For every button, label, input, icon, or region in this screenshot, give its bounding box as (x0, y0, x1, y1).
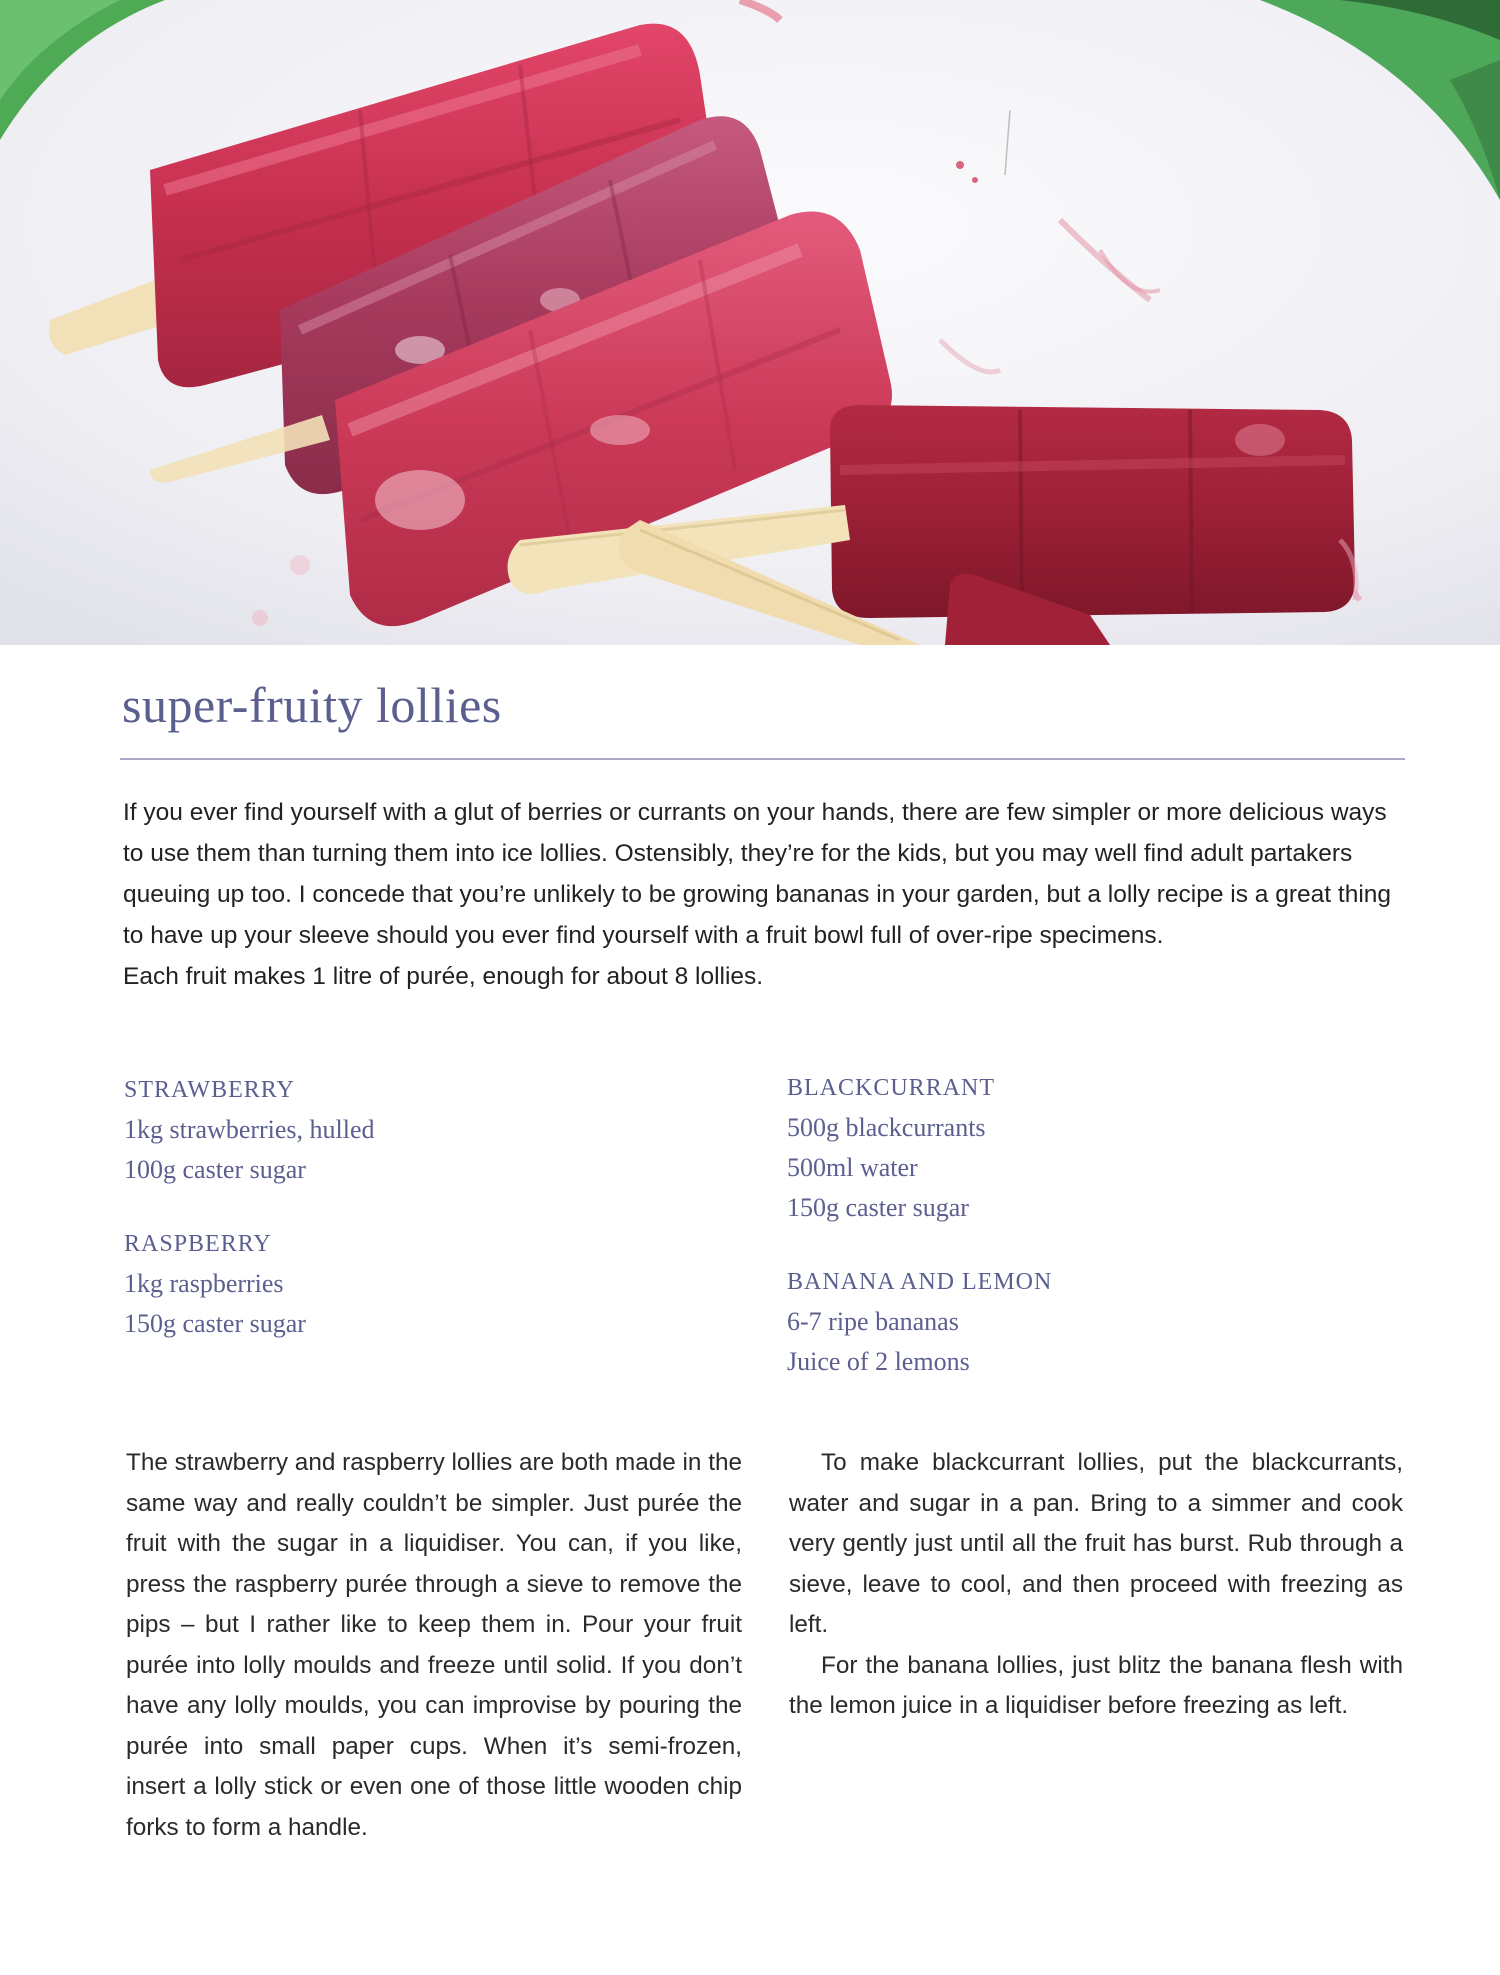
ingredient-group-blackcurrant (787, 1068, 1307, 1228)
method-paragraph: To make blackcurrant lollies, put the blackcurrants, water and sugar in a pan. Bring to a simmer and cook very gently just until all the fruit has burst. Rub through a sieve, leave to cool, and then proceed with freezing as left. (789, 1449, 1403, 1638)
ingredient-group-banana-lemon (787, 1262, 1307, 1382)
ingredient-item: 6-7 ripe bananas (787, 1307, 959, 1336)
method-paragraph: For the banana lollies, just blitz the banana flesh with the lemon juice in a liquidiser before freezing as left. (789, 1651, 1403, 1719)
recipe-intro (123, 792, 1403, 997)
ingredient-heading: STRAWBERRY (124, 1077, 295, 1103)
ingredient-item: Juice of 2 lemons (787, 1347, 970, 1376)
ingredient-heading: BANANA AND LEMON (787, 1269, 1053, 1295)
method-right-column (789, 1443, 1403, 1727)
method-paragraph: The strawberry and raspberry lollies are both made in the same way and really couldn’t be simpler. Just purée the fruit with the sugar in a liquidiser. You can, if you like, press the raspberry purée through a sieve to remove the pips – but I rather like to keep them in. Pour your fruit purée into lolly moulds and freeze until solid. If you don’t have any lolly moulds, you can improvise by pouring the purée into small paper cups. When it’s semi-frozen, insert a lolly stick or even one of those little wooden chip forks to form a handle. (126, 1449, 742, 1841)
ingredient-group-strawberry (124, 1070, 644, 1190)
title-divider (120, 758, 1405, 760)
intro-paragraph: If you ever find yourself with a glut of berries or currants on your hands, there are few simpler or more delicious ways to use them than turning them into ice lollies. Ostensibly, they’re for the kids, but you may well find adult partakers queuing up too. I concede that you’re unlikely to be growing bananas in your garden, but a lolly recipe is a great thing to have up your sleeve should you ever find yourself with a fruit bowl full of over-ripe specimens. (123, 799, 1392, 949)
ingredient-heading: BLACKCURRANT (787, 1075, 996, 1101)
ingredients-right-column (787, 1068, 1307, 1416)
ingredient-item: 1kg raspberries (124, 1269, 284, 1298)
ingredient-heading: RASPBERRY (124, 1231, 272, 1257)
ingredient-group-raspberry (124, 1224, 644, 1344)
ingredient-item: 150g caster sugar (787, 1193, 969, 1222)
ingredient-item: 500ml water (787, 1153, 918, 1182)
ingredient-item: 1kg strawberries, hulled (124, 1115, 375, 1144)
lollies-photo (0, 0, 1500, 645)
ingredient-item: 500g blackcurrants (787, 1113, 986, 1142)
method-left-column (126, 1443, 742, 1848)
ingredient-item: 150g caster sugar (124, 1309, 306, 1338)
ingredients-left-column (124, 1070, 644, 1378)
yield-note: Each fruit makes 1 litre of purée, enough for about 8 lollies. (123, 963, 764, 990)
ingredient-item: 100g caster sugar (124, 1155, 306, 1184)
recipe-title: super-fruity lollies (122, 677, 502, 733)
